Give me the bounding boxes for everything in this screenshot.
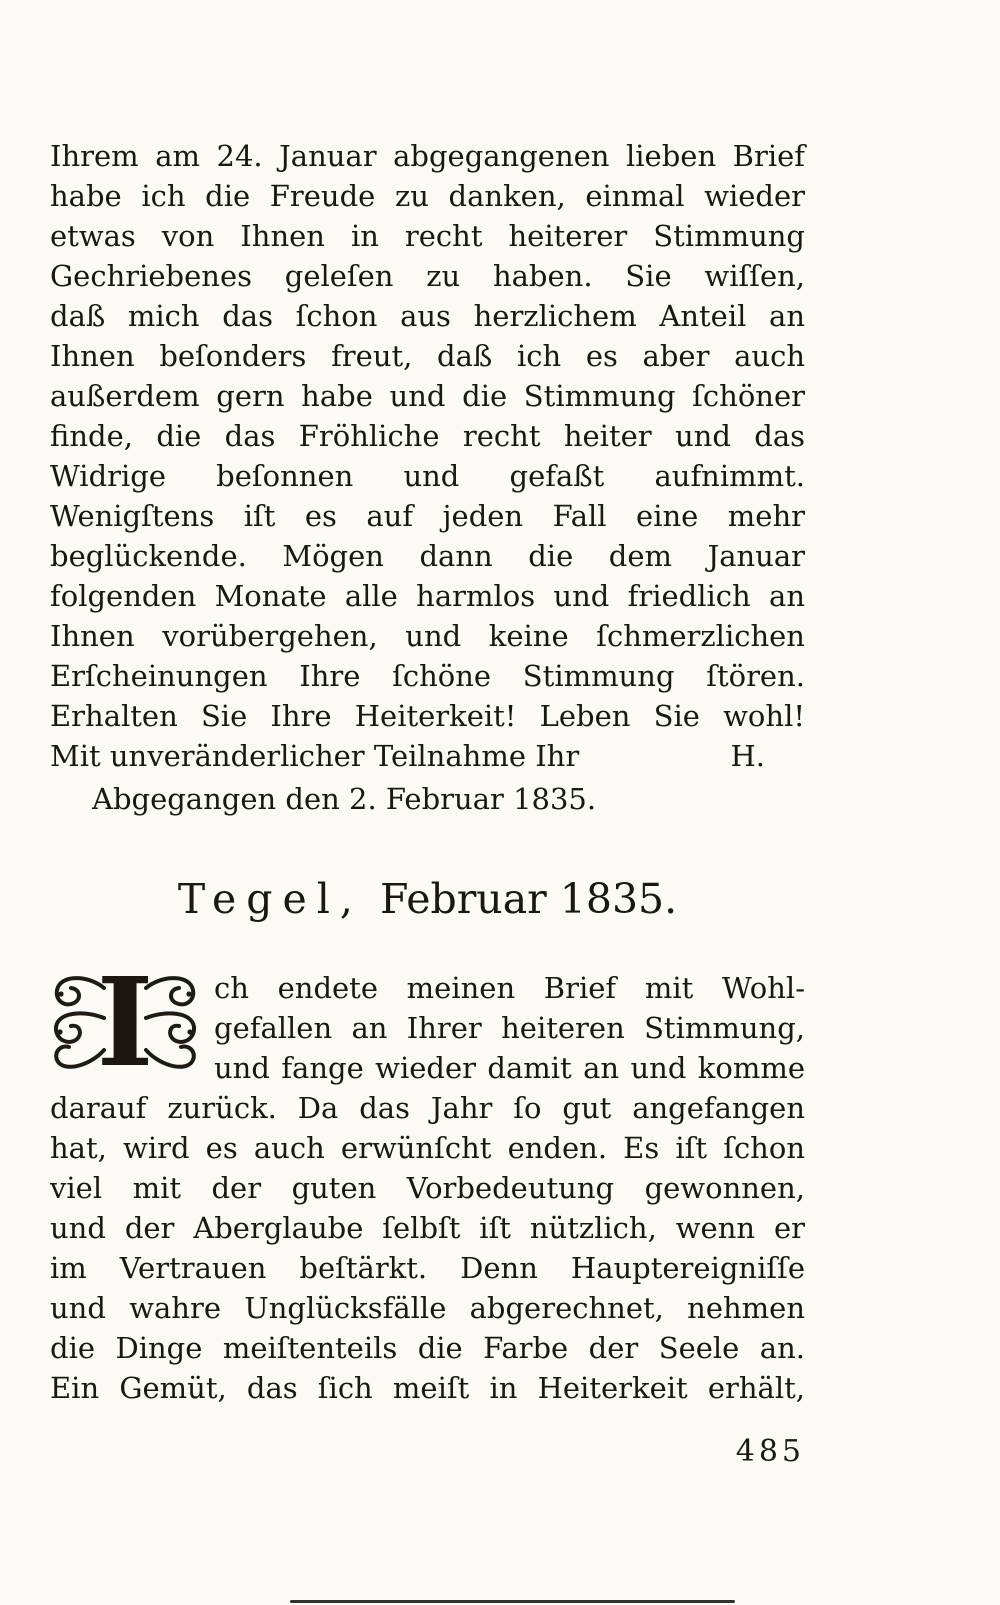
section-heading — [50, 872, 805, 926]
ornamental-initial-icon — [50, 972, 200, 1078]
text-line: und fange wieder damit an und komme — [214, 1051, 805, 1085]
text-line: Erhalten Sie Ihre Heiterkeit! Leben Sie wohl! — [50, 699, 805, 733]
text-line: viel mit der guten Vorbedeutung gewonnen, — [50, 1171, 805, 1205]
page-edge-mark — [290, 1600, 735, 1603]
text-line: Wenigſtens iſt es auf jeden Fall eine mehr — [50, 499, 805, 533]
text-line: Erſcheinungen Ihre ſchöne Stimmung ſtören. — [50, 659, 805, 693]
dateline: Abgegangen den 2. Februar 1835. — [92, 782, 597, 816]
text-line: im Vertrauen beſtärkt. Denn Hauptereigniſſe — [50, 1251, 805, 1285]
text-line: ch endete meinen Brief mit Wohl- — [214, 971, 805, 1005]
text-line: Gechriebenes geleſen zu haben. Sie wiſſen, — [50, 259, 805, 293]
first-paragraph — [50, 136, 805, 820]
text-line: beglückende. Mögen dann die dem Januar — [50, 539, 805, 573]
text-line: etwas von Ihnen in recht heiterer Stimmung — [50, 219, 805, 253]
drop-cap-letter: I — [96, 972, 154, 1078]
text-line: darauf zurück. Da das Jahr ſo gut angefangen — [50, 1091, 805, 1125]
text-line: und wahre Unglücksfälle abgerechnet, nehmen — [50, 1291, 805, 1325]
text-line: die Dinge meiſtenteils die Farbe der Seele an. — [50, 1331, 805, 1365]
text-line: Ihnen beſonders freut, daß ich es aber auch — [50, 339, 805, 373]
page-number: 485 — [735, 1434, 805, 1469]
text-line: und der Aberglaube ſelbſt iſt nützlich, wenn er — [50, 1211, 805, 1245]
text-line: finde, die das Fröhliche recht heiter und das — [50, 419, 805, 453]
text-line: daß mich das ſchon aus herzlichem Anteil an — [50, 299, 805, 333]
text-line: Ein Gemüt, das ſich meiſt in Heiterkeit erhält, — [50, 1371, 805, 1405]
text-line: hat, wird es auch erwünſcht enden. Es iſt ſchon — [50, 1131, 805, 1165]
text-line: habe ich die Freude zu danken, einmal wieder — [50, 179, 805, 213]
heading-place: Tegel, — [177, 875, 363, 923]
paragraph-lines — [50, 136, 805, 736]
text-line: Ihrem am 24. Januar abgegangenen lieben Brief — [50, 139, 805, 173]
signature-text: Mit unveränderlicher Teilnahme Ihr — [50, 739, 580, 773]
text-line: folgenden Monate alle harmlos und friedlich an — [50, 579, 805, 613]
text-line: gefallen an Ihrer heiteren Stimmung, — [214, 1011, 805, 1045]
heading-date: Februar 1835. — [379, 875, 678, 923]
signature-line — [50, 736, 805, 776]
text-line: Ihnen vorübergehen, und keine ſchmerzlichen — [50, 619, 805, 653]
second-paragraph — [50, 968, 805, 1408]
text-line: außerdem gern habe und die Stimmung ſchöner — [50, 379, 805, 413]
text-line: Widrige beſonnen und gefaßt aufnimmt. — [50, 459, 805, 493]
signature-initial: H. — [730, 739, 765, 773]
